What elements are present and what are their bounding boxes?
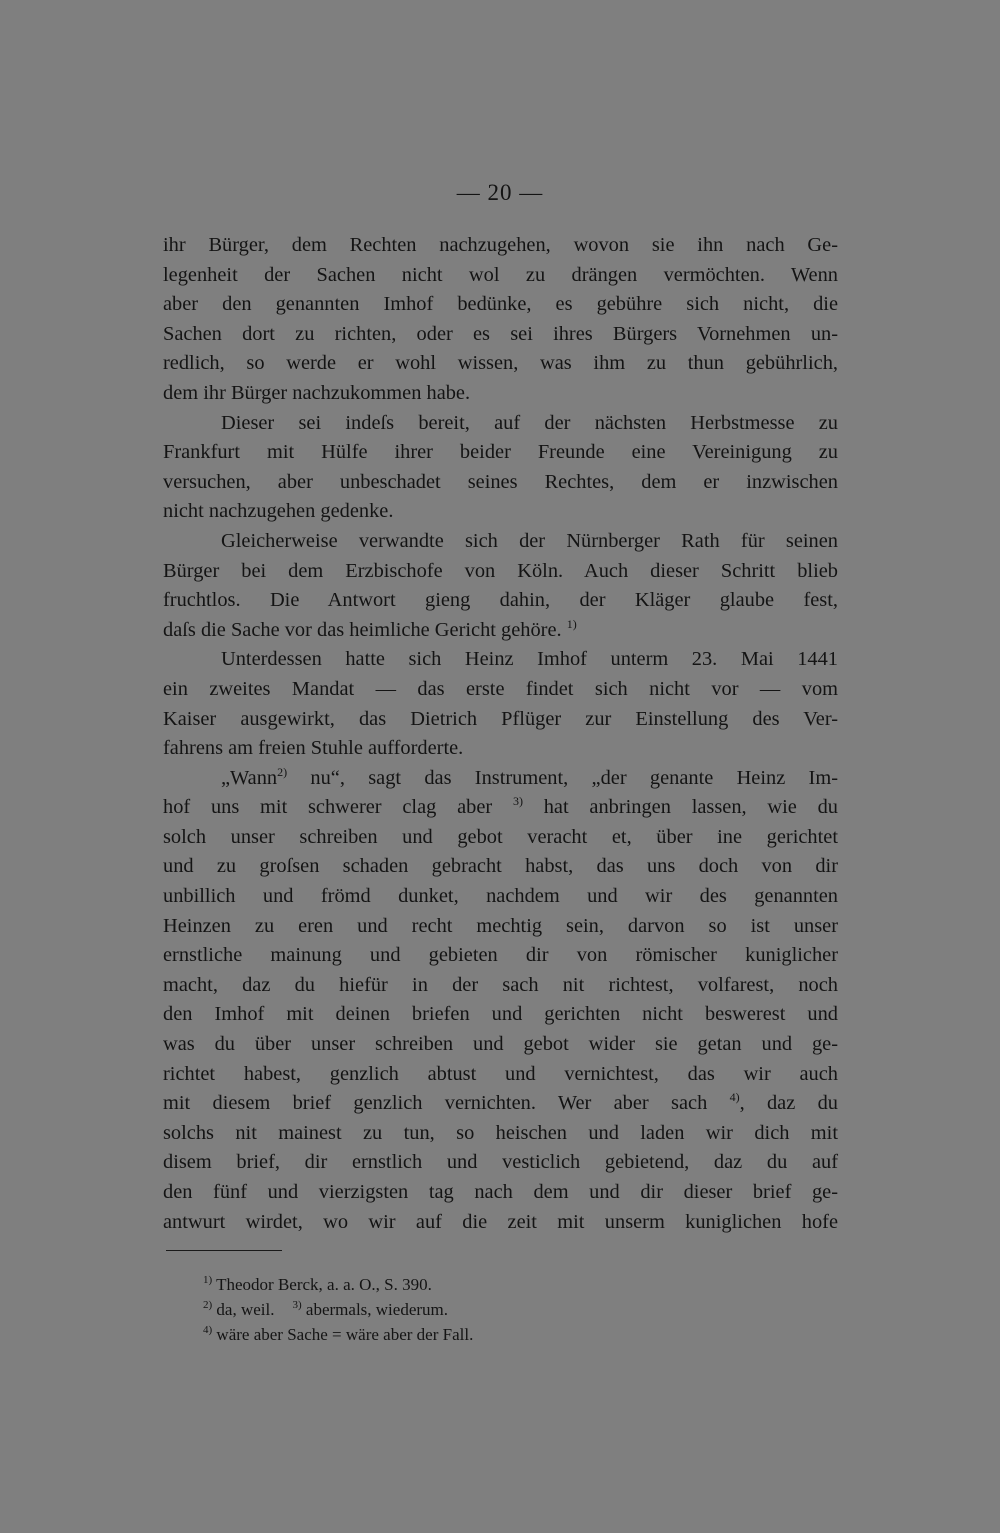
text-line: fruchtlos. Die Antwort gieng dahin, der Kläger glaube fest, [163, 589, 838, 612]
text-line: Gleicherweise verwandte sich der Nürnberger Rath für seinen [221, 529, 838, 552]
footnote [203, 1297, 623, 1322]
text-line: Sachen dort zu richten, oder es sei ihres Bürgers Vornehmen un- [163, 322, 838, 345]
text-line: Kaiser ausgewirkt, das Dietrich Pflüger zur Einstellung des Ver- [163, 707, 838, 730]
text-line: Frankfurt mit Hülfe ihrer beider Freunde eine Vereinigung zu [163, 441, 838, 464]
text-line: versuchen, aber unbeschadet seines Rechtes, dem er inzwischen [163, 470, 838, 493]
text-line [163, 764, 838, 794]
footnote-mark: 2) [203, 1299, 213, 1311]
text-line: macht, daz du hiefür in der sach nit richtest, volfarest, noch [163, 973, 838, 996]
text-line [163, 1089, 838, 1119]
text-segment: mit diesem brief genzlich vernichten. Wer aber sach [163, 1092, 730, 1115]
text-line: aber den genannten Imhof bedünke, es gebühre sich nicht, die [163, 293, 838, 316]
text-line: richtet habest, genzlich abtust und vernichtest, das wir auch [163, 1062, 838, 1085]
text-line: was du über unser schreiben und gebot wider sie getan und ge- [163, 1033, 838, 1056]
footnote-ref: 2) [277, 764, 288, 779]
text-line: antwurt wirdet, wo wir auf die zeit mit unserm kuniglichen hofe [163, 1210, 838, 1233]
text-line [163, 616, 838, 646]
text-line: den Imhof mit deinen briefen und gerichten nicht beswerest und [163, 1003, 838, 1026]
body-text [163, 231, 838, 1237]
footnote-ref: 4) [729, 1090, 740, 1105]
text-segment: „Wann [221, 766, 278, 789]
text-line [163, 793, 838, 823]
text-segment: , daz du [739, 1092, 838, 1115]
footnote-text: abermals, wiederum. [305, 1300, 449, 1319]
footnote [203, 1322, 623, 1347]
text-line: den fünf und vierzigsten tag nach dem und dir dieser brief ge- [163, 1181, 838, 1203]
text-line: dem ihr Bürger nachzukommen habe. [163, 381, 471, 404]
text-line: nicht nachzugehen gedenke. [163, 500, 394, 523]
footnote-ref: 3) [512, 794, 523, 809]
text-line: disem brief, dir ernstlich und vesticlich gebietend, daz du auf [163, 1151, 838, 1174]
text-segment: hat anbringen lassen, wie du [522, 796, 838, 819]
text-segment: nu“, sagt das Instrument, „der genante Heinz Im- [287, 766, 838, 789]
text-line: solchs nit mainest zu tun, so heischen und laden wir dich mit [163, 1121, 838, 1144]
page-number: — 20 — [456, 180, 544, 205]
footnote-divider [166, 1250, 282, 1251]
text-line: und zu groſsen schaden gebracht habst, das uns doch von dir [163, 855, 838, 878]
footnote-ref: 1) [566, 616, 577, 631]
footnote-text: da, weil. [216, 1300, 275, 1319]
footnotes [203, 1272, 623, 1347]
text-line: ihr Bürger, dem Rechten nachzugehen, wovon sie ihn nach Ge- [163, 234, 838, 256]
text-line: unbillich und frömd dunket, nachdem und wir des genannten [163, 885, 838, 908]
text-line: Dieser sei indeſs bereit, auf der nächsten Herbstmesse zu [221, 411, 838, 434]
footnote-mark: 4) [203, 1324, 213, 1336]
text-line: ein zweites Mandat — das erste findet sich nicht vor — vom [163, 677, 838, 700]
footnote [203, 1272, 623, 1297]
text-line: ernstliche mainung und gebieten dir von römischer kuniglicher [163, 944, 838, 967]
text-line: solch unser schreiben und gebot veracht et, über ine gerichtet [163, 825, 838, 848]
footnote-mark: 3) [292, 1299, 302, 1311]
text-line: Unterdessen hatte sich Heinz Imhof unterm 23. Mai 1441 [221, 648, 838, 671]
text-line: redlich, so werde er wohl wissen, was ihm zu thun gebührlich, [163, 352, 838, 375]
footnote-text: wäre aber Sache = wäre aber der Fall. [216, 1325, 474, 1344]
text-line: legenheit der Sachen nicht wol zu drängen vermöchten. Wenn [163, 263, 838, 286]
footnote-mark: 1) [203, 1274, 213, 1286]
text-line: Bürger bei dem Erzbischofe von Köln. Auch dieser Schritt blieb [163, 559, 838, 582]
text-segment: hof uns mit schwerer clag aber [163, 796, 513, 819]
footnote-text: Theodor Berck, a. a. O., S. 390. [216, 1275, 432, 1294]
text-line: fahrens am freien Stuhle aufforderte. [163, 737, 464, 760]
text-line: Heinzen zu eren und recht mechtig sein, darvon so ist unser [163, 914, 838, 937]
text-segment: daſs die Sache vor das heimliche Gericht gehöre. [163, 618, 562, 641]
